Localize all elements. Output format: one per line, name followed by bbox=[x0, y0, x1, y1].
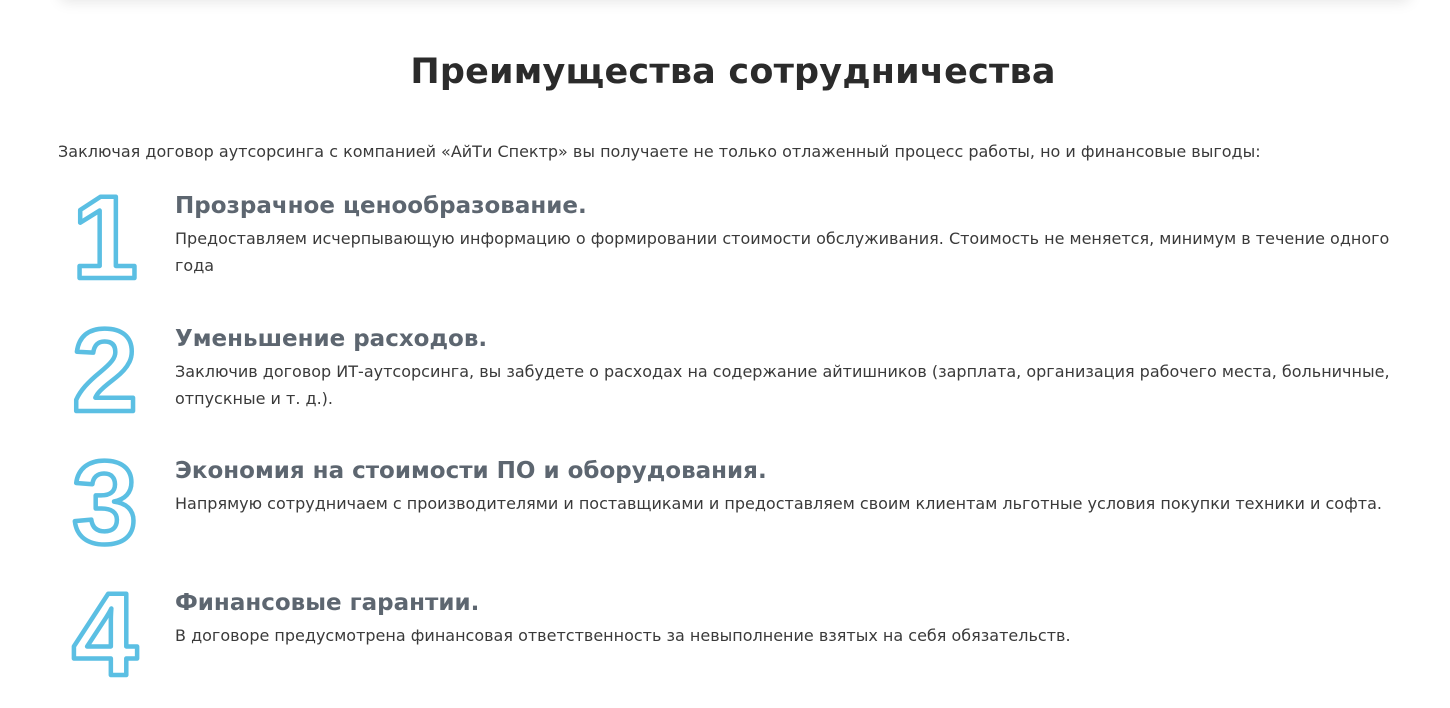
numeral-3-glyph: 3 bbox=[72, 449, 138, 549]
benefit-text-3: Напрямую сотрудничаем с производителями и поставщиками и предоставляем своим клиентам льготные условия покупки техники и софта. bbox=[175, 494, 1382, 513]
numeral-4-icon bbox=[60, 581, 150, 681]
numeral-1-icon bbox=[60, 184, 150, 284]
benefit-title-3: Экономия на стоимости ПО и оборудования. bbox=[175, 458, 767, 484]
section-title: Преимущества сотрудничества bbox=[410, 52, 1056, 92]
benefit-text-4: В договоре предусмотрена финансовая ответственность за невыполнение взятых на себя обязательств. bbox=[175, 626, 1071, 645]
benefit-item-1 bbox=[60, 184, 1410, 294]
benefit-title-1: Прозрачное ценообразование. bbox=[175, 193, 587, 219]
benefit-text-1: Предоставляем исчерпывающую информацию о формировании стоимости обслуживания. Стоимость не меняется, минимум в течение одного года bbox=[175, 229, 1390, 275]
benefit-title-4: Финансовые гарантии. bbox=[175, 590, 480, 616]
benefit-title-2: Уменьшение расходов. bbox=[175, 326, 488, 352]
benefit-item-4 bbox=[60, 581, 1410, 691]
numeral-2-glyph: 2 bbox=[72, 317, 138, 417]
section-intro: Заключая договор аутсорсинга с компанией «АйТи Спектр» вы получаете не только отлаженный процесс работы, но и финансовые выгоды: bbox=[58, 142, 1261, 161]
numeral-2-icon bbox=[60, 317, 150, 417]
numeral-3-icon bbox=[60, 449, 150, 549]
benefit-item-2 bbox=[60, 317, 1410, 427]
numeral-1-glyph: 1 bbox=[72, 184, 138, 284]
numeral-4-glyph: 4 bbox=[72, 581, 138, 681]
benefit-item-3 bbox=[60, 449, 1410, 559]
benefit-text-2: Заключив договор ИТ-аутсорсинга, вы забудете о расходах на содержание айтишников (зарплата, организация рабочего места, больничные, отпускные и т. д.). bbox=[175, 362, 1390, 408]
